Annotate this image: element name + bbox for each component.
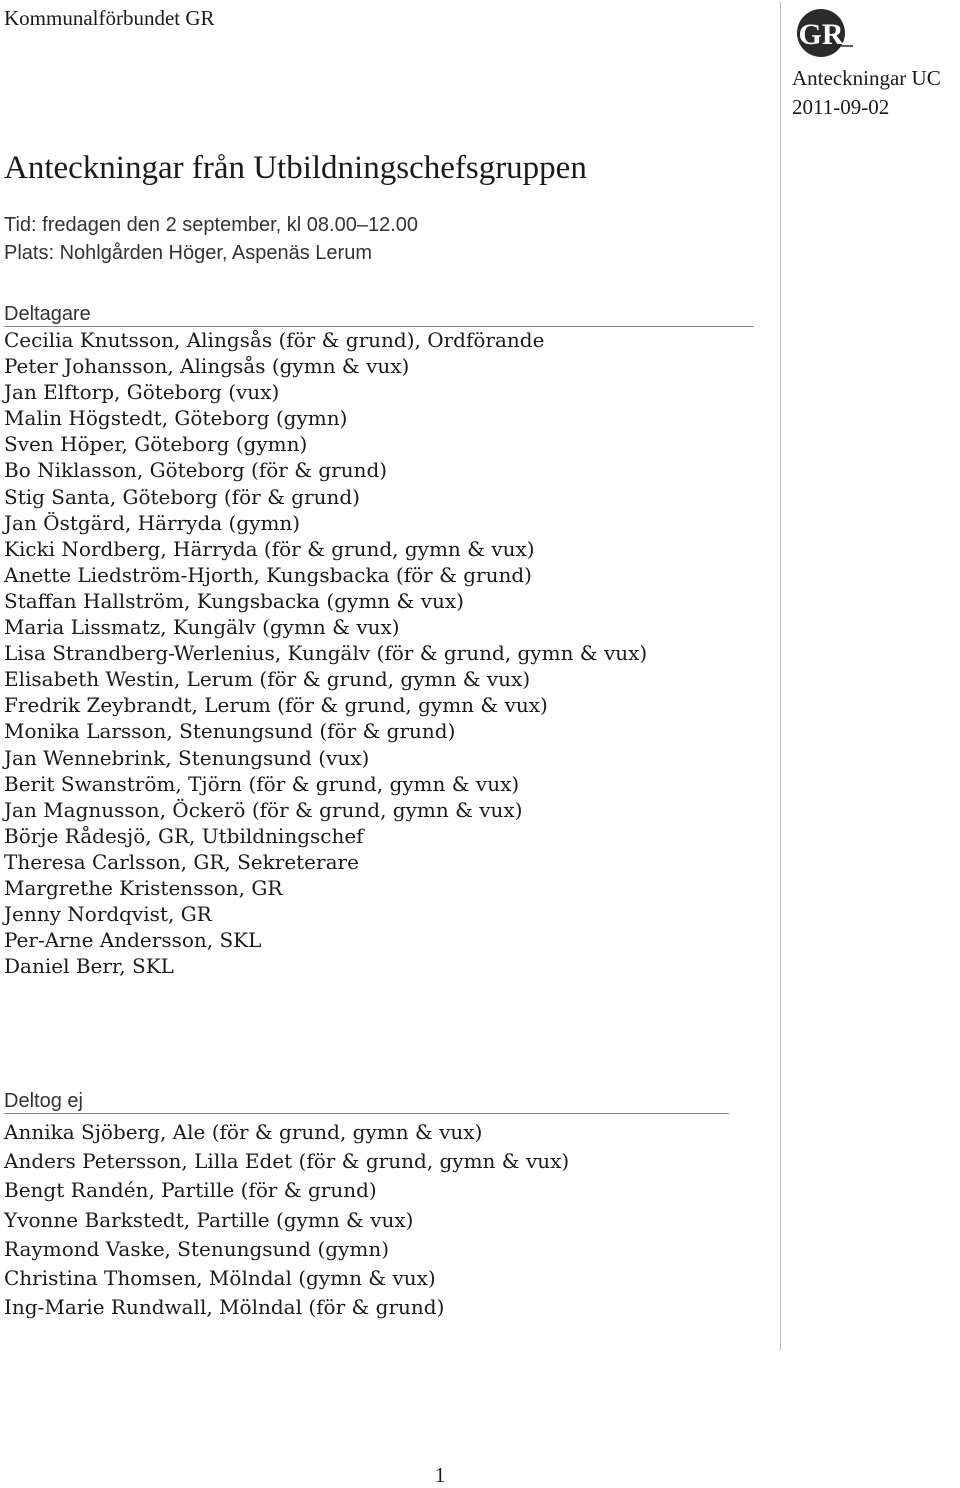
page-title: Anteckningar från Utbildningschefsgruppen: [4, 150, 587, 186]
absent-list: [4, 1118, 569, 1322]
list-item: Bengt Randén, Partille (för & grund): [4, 1178, 377, 1203]
list-item: Peter Johansson, Alingsås (gymn & vux): [4, 354, 410, 379]
list-item: Margrethe Kristensson, GR: [4, 875, 283, 900]
document-type: Anteckningar UC: [792, 66, 941, 90]
list-item: Fredrik Zeybrandt, Lerum (för & grund, gymn & vux): [4, 693, 548, 718]
margin-divider: [780, 2, 781, 1350]
list-item: Jenny Nordqvist, GR: [4, 902, 212, 927]
document-date: 2011-09-02: [792, 95, 890, 119]
list-item: Börje Rådesjö, GR, Utbildningschef: [4, 823, 364, 848]
list-item: Yvonne Barkstedt, Partille (gymn & vux): [4, 1207, 414, 1232]
list-item: Raymond Vaske, Stenungsund (gymn): [4, 1236, 390, 1261]
list-item: Bo Niklasson, Göteborg (för & grund): [4, 458, 388, 483]
list-item: Jan Magnusson, Öckerö (för & grund, gymn & vux): [4, 797, 523, 822]
list-item: Per-Arne Andersson, SKL: [4, 928, 262, 953]
list-item: Sven Höper, Göteborg (gymn): [4, 432, 308, 457]
list-item: Anette Liedström-Hjorth, Kungsbacka (för & grund): [4, 562, 532, 587]
gr-logo: [796, 6, 854, 60]
meeting-time: Tid: fredagen den 2 september, kl 08.00–12.00: [4, 214, 418, 236]
list-item: Cecilia Knutsson, Alingsås (för & grund), Ordförande: [4, 328, 545, 352]
list-item: Berit Swanström, Tjörn (för & grund, gymn & vux): [4, 771, 520, 796]
list-item: Jan Wennebrink, Stenungsund (vux): [4, 745, 370, 770]
list-item: Anders Petersson, Lilla Edet (för & grund, gymn & vux): [4, 1149, 570, 1174]
list-item: Daniel Berr, SKL: [4, 954, 174, 979]
participant-list: [4, 327, 647, 979]
list-item: Annika Sjöberg, Ale (för & grund, gymn & vux): [4, 1120, 483, 1144]
list-item: Maria Lissmatz, Kungälv (gymn & vux): [4, 615, 400, 640]
section-heading-deltog-ej: Deltog ej: [4, 1090, 729, 1114]
list-item: Jan Elftorp, Göteborg (vux): [4, 380, 280, 405]
list-item: Kicki Nordberg, Härryda (för & grund, gymn & vux): [4, 536, 535, 561]
list-item: Christina Thomsen, Mölndal (gymn & vux): [4, 1265, 436, 1290]
meeting-place: Plats: Nohlgården Höger, Aspenäs Lerum: [4, 242, 372, 264]
section-heading-deltagare: Deltagare: [4, 303, 754, 327]
list-item: Lisa Strandberg-Werlenius, Kungälv (för & grund, gymn & vux): [4, 641, 648, 666]
list-item: Ing-Marie Rundwall, Mölndal (för & grund): [4, 1295, 445, 1320]
list-item: Malin Högstedt, Göteborg (gymn): [4, 406, 348, 431]
list-item: Monika Larsson, Stenungsund (för & grund): [4, 719, 456, 744]
list-item: Stig Santa, Göteborg (för & grund): [4, 484, 360, 509]
organization-name: Kommunalförbundet GR: [4, 6, 215, 30]
list-item: Jan Östgärd, Härryda (gymn): [4, 510, 301, 535]
svg-text:GR: GR: [798, 18, 844, 51]
list-item: Staffan Hallström, Kungsbacka (gymn & vux): [4, 588, 464, 613]
list-item: Theresa Carlsson, GR, Sekreterare: [4, 849, 359, 874]
page-number: 1: [434, 1463, 446, 1487]
list-item: Elisabeth Westin, Lerum (för & grund, gymn & vux): [4, 667, 531, 692]
